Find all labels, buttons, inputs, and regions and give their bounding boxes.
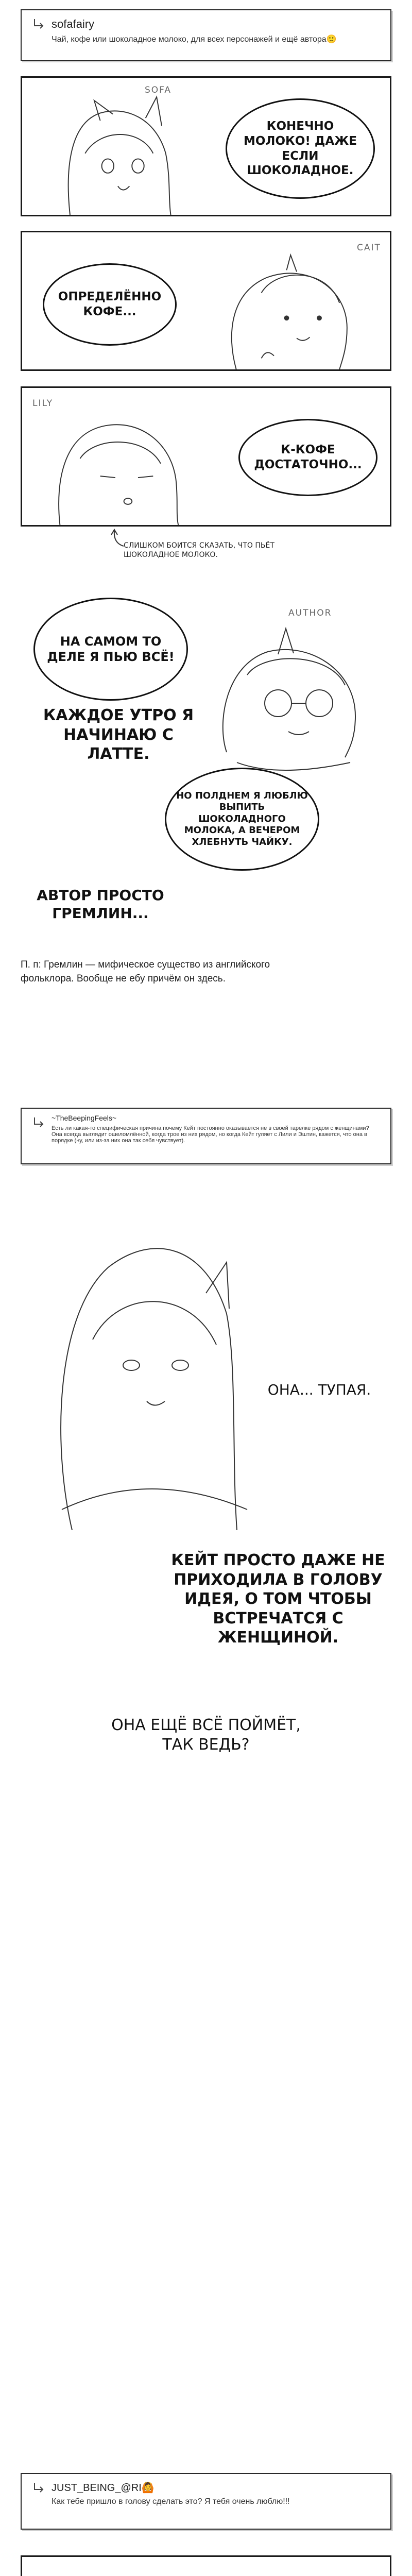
comment-username: sofafairy xyxy=(52,18,95,30)
speech-bubble: НО ПОЛДНЕМ Я ЛЮБЛЮ ВЫПИТЬ ШОКОЛАДНОГО МОЛОКА, А ВЕЧЕРОМ ХЛЕБНУТЬ ЧАЙКУ. xyxy=(165,768,319,871)
translator-footnote: П. п: Гремлин — мифическое существо из английского фольклора. Вообще не ебу причём он здесь. xyxy=(21,959,270,984)
comic-panel-cait-scene xyxy=(21,1211,391,1530)
character-name-tag: SOFA xyxy=(145,85,172,95)
comment-card xyxy=(21,9,391,61)
comic-panel-lily xyxy=(21,386,391,527)
comment-card xyxy=(21,2473,391,2530)
comic-panel-cait xyxy=(21,231,391,371)
reply-arrow-icon xyxy=(32,1116,45,1129)
comment-username: JUST_BEING_@RI🙆 xyxy=(52,2482,154,2494)
speech-bubble: КОНЕЧНО МОЛОКО! ДАЖЕ ЕСЛИ ШОКОЛАДНОЕ. xyxy=(226,98,375,199)
narration-text: ОНА... ТУПАЯ. xyxy=(267,1381,371,1398)
comment-text: Как тебе пришло в голову сделать это? Я тебя очень люблю!!! xyxy=(52,2497,290,2506)
comment-text: Чай, кофе или шоколадное молоко, для всех персонажей и ещё автора🙂 xyxy=(52,35,337,44)
speech-bubble: НА САМОМ ТО ДЕЛЕ Я ПЬЮ ВСЁ! xyxy=(33,598,188,701)
comment-card xyxy=(21,1108,391,1164)
narration-text: КЕЙТ ПРОСТО ДАЖЕ НЕ ПРИХОДИЛА В ГОЛОВУ ИДЕЯ, О ТОМ ЧТОБЫ ВСТРЕЧАТСЯ С ЖЕНЩИНОЙ. xyxy=(171,1551,385,1647)
author-laughing-drawing xyxy=(22,2557,390,2576)
comic-panel-author xyxy=(21,592,391,881)
speech-bubble: К-КОФЕ ДОСТАТОЧНО... xyxy=(238,419,377,496)
comic-panel-author-scene xyxy=(21,2555,391,2576)
reply-arrow-icon xyxy=(32,2481,45,2495)
comic-panel-sofa xyxy=(21,76,391,216)
caption-text: АВТОР ПРОСТО ГРЕМЛИН... xyxy=(37,887,164,922)
character-name-tag: AUTHOR xyxy=(288,608,332,618)
comment-username: ~TheBeepingFeels~ xyxy=(52,1114,117,1122)
caption-note: СЛИШКОМ БОИТСЯ СКАЗАТЬ, ЧТО ПЬЁТ ШОКОЛАДНОЕ МОЛОКО. xyxy=(124,541,274,560)
character-name-tag: CAIT xyxy=(357,243,381,253)
narration-text: КАЖДОЕ УТРО Я НАЧИНАЮ С ЛАТТЕ. xyxy=(43,706,194,763)
speech-bubble: ОПРЕДЕЛЁННО КОФЕ... xyxy=(43,263,177,346)
character-name-tag: LILY xyxy=(32,398,54,409)
reply-arrow-icon xyxy=(32,18,45,31)
cait-closeup-drawing xyxy=(21,1211,391,1530)
comment-text: Есть ли какая-то специфическая причина почему Кейт постоянно оказывается не в своей тарелке рядом с женщинами? Она всегда выглядит ошеломлённой, когда трое из них рядом, но когда Кейт гуляет с Лили и Эштин, кажется, что она в порядке (ну, или из-за них она так себя чувствует). xyxy=(52,1125,369,1144)
narration-text: ОНА ЕЩЁ ВСЁ ПОЙМЁТ, ТАК ВЕДЬ? xyxy=(111,1716,301,1754)
